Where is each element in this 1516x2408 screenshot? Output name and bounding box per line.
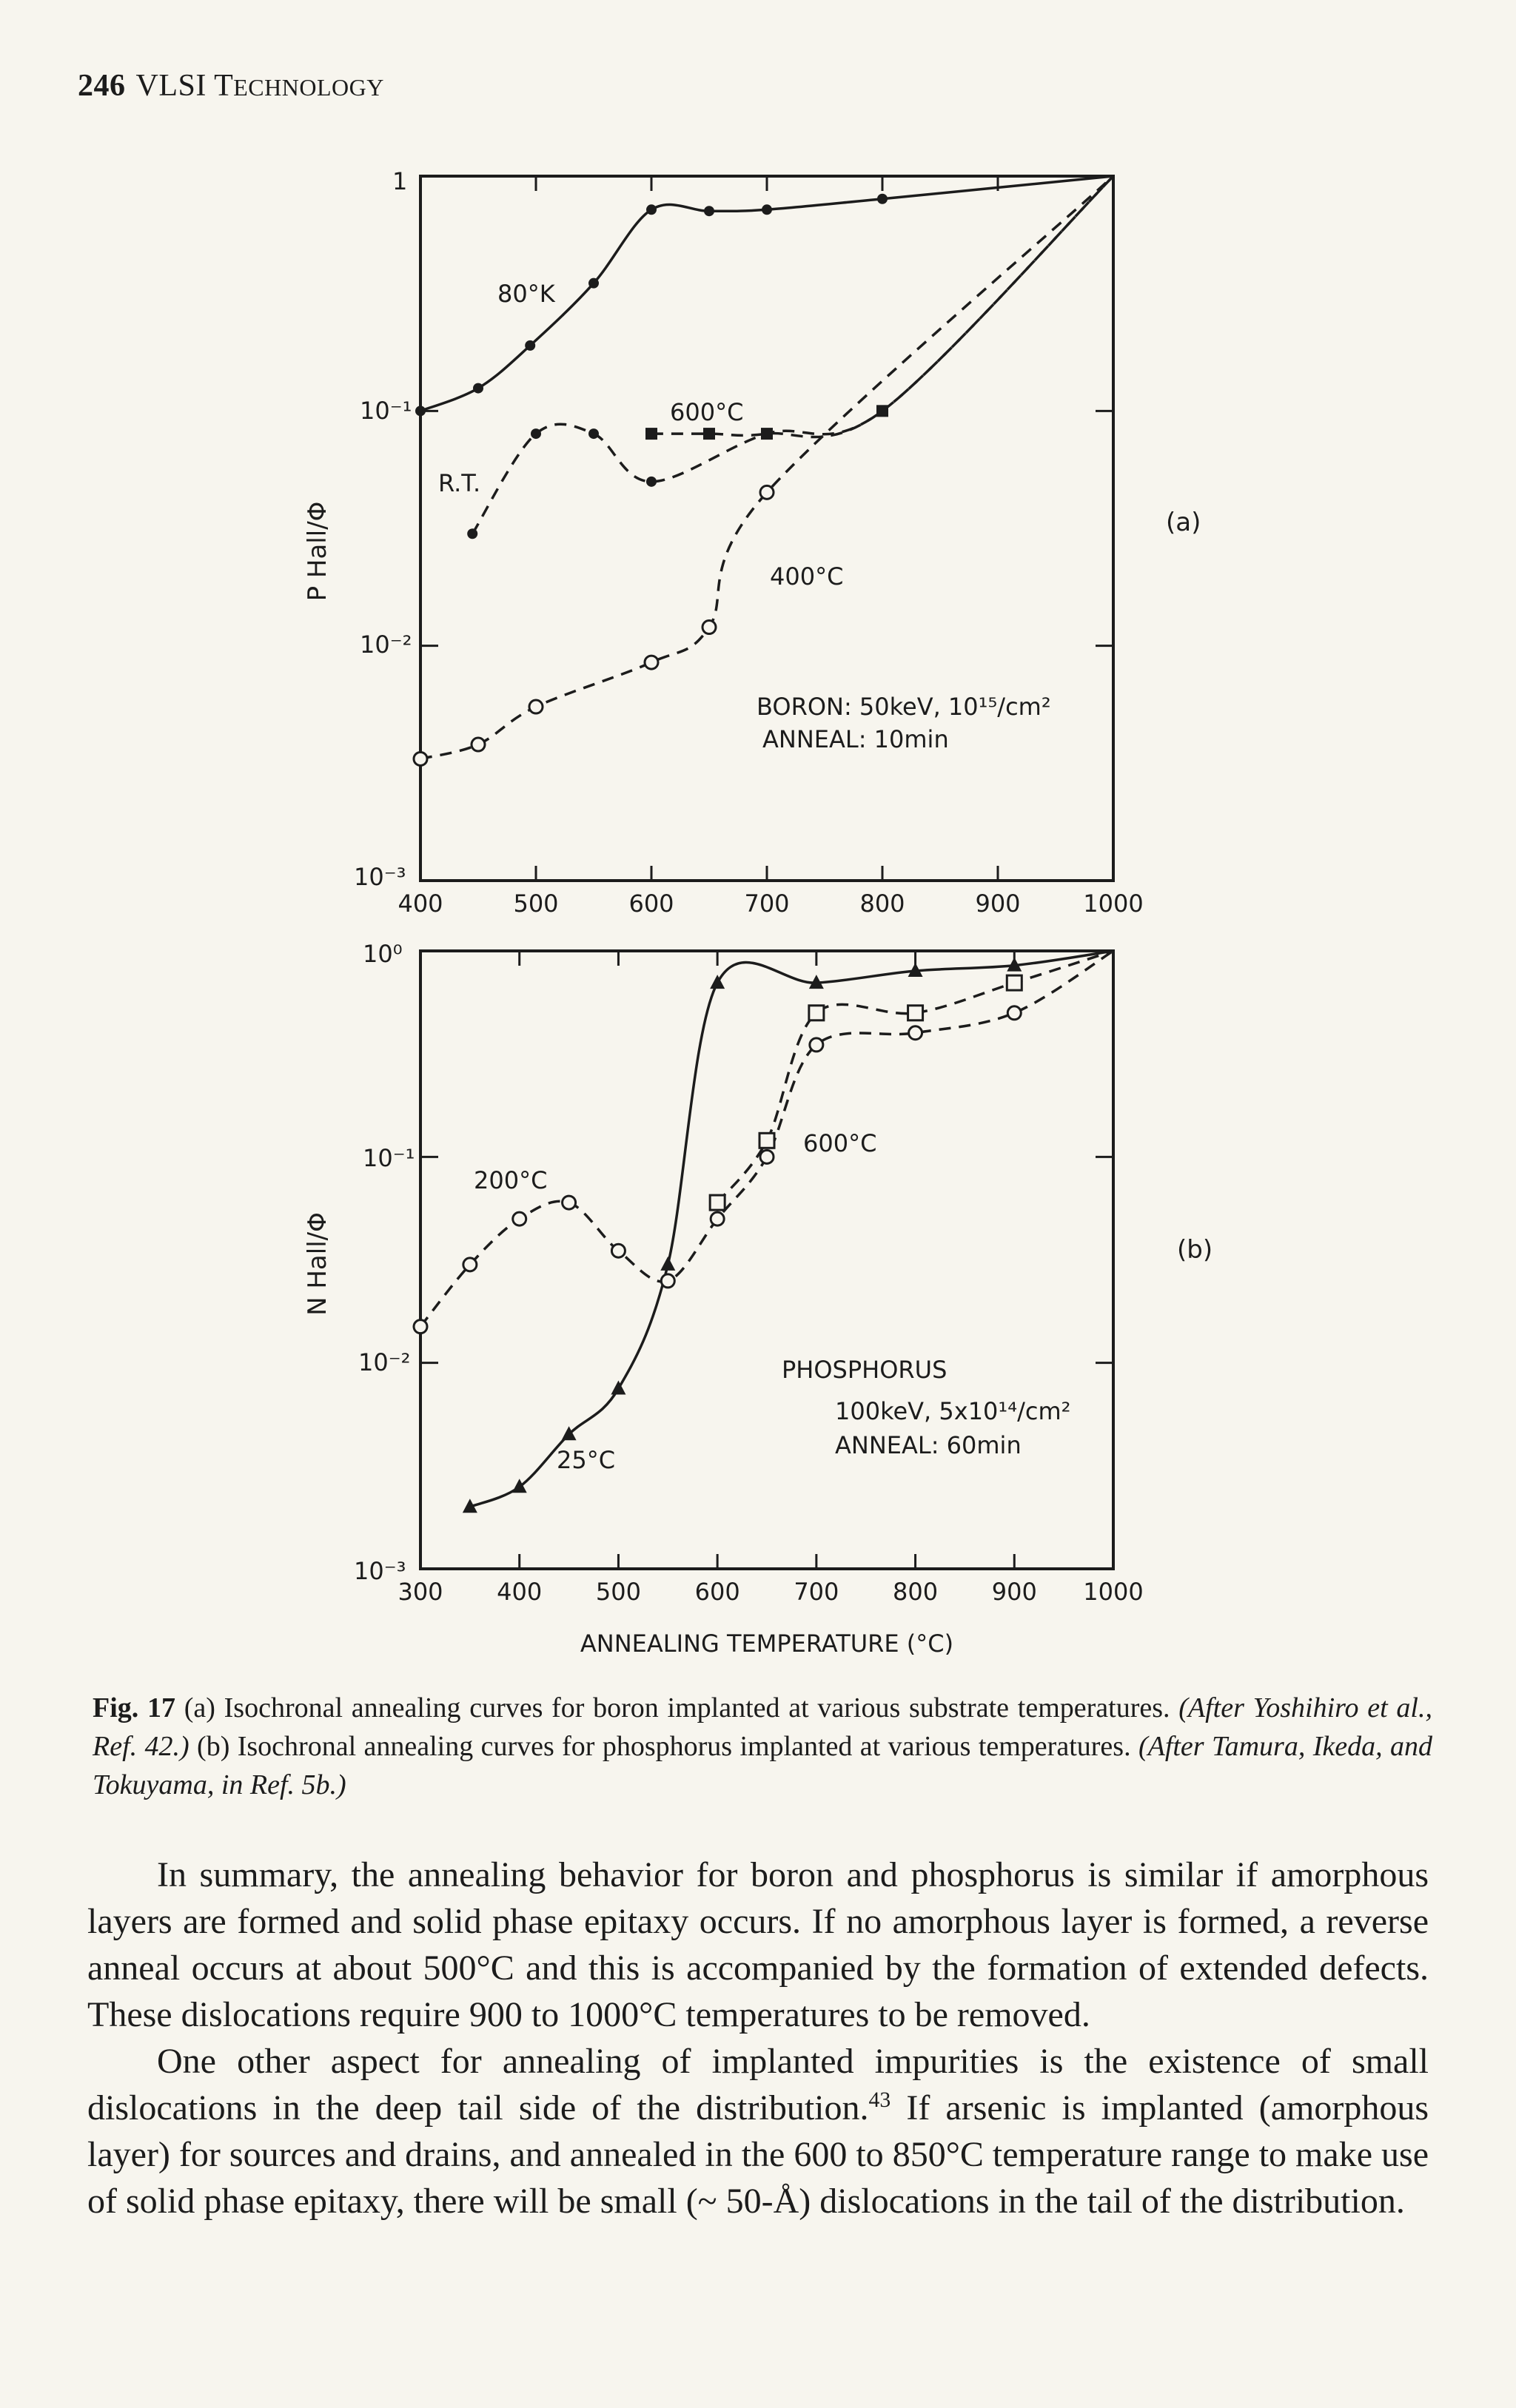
- data-point-b-0-3: [611, 1380, 625, 1394]
- data-point-b-2-3: [908, 1006, 923, 1020]
- caption-label: Fig. 17: [93, 1692, 175, 1723]
- panel-b-x-ticks: [398, 951, 1143, 1606]
- x-tick-label-a-800: 800: [859, 889, 905, 918]
- panel-a-ytick-0.01: 10⁻²: [360, 630, 412, 659]
- x-tick-label-a-700: 700: [744, 889, 790, 918]
- panel-a-ytick-1: 1: [392, 167, 408, 195]
- data-point-b-2-4: [1007, 975, 1022, 990]
- data-point-a-3-0: [414, 752, 427, 765]
- series-line-b-2: [717, 951, 1113, 1203]
- data-point-a-0-5: [704, 206, 714, 216]
- x-tick-label-b-800: 800: [893, 1578, 939, 1606]
- x-tick-label-b-700: 700: [794, 1578, 839, 1606]
- data-point-b-0-1: [512, 1479, 527, 1493]
- panel-b-curves: [414, 951, 1113, 1513]
- data-point-a-0-0: [415, 406, 426, 416]
- x-tick-label-a-400: 400: [398, 889, 443, 918]
- reference-43: 43: [868, 2088, 891, 2112]
- panel-b-legend-line1: PHOSPHORUS: [782, 1356, 948, 1384]
- x-tick-label-b-600: 600: [694, 1578, 740, 1606]
- x-tick-label-b-900: 900: [991, 1578, 1037, 1606]
- panel-a-ytick-0.1: 10⁻¹: [360, 397, 412, 425]
- caption-part-b: (b) Isochronal annealing curves for phosphorus implanted at various temperatures.: [189, 1731, 1138, 1762]
- x-tick-label-b-1000: 1000: [1083, 1578, 1144, 1606]
- data-point-b-1-8: [810, 1038, 823, 1052]
- data-point-a-3-5: [760, 485, 774, 499]
- x-tick-label-b-300: 300: [398, 1578, 443, 1606]
- panel-b-ytick-1: 10⁰: [363, 940, 403, 968]
- panel-b-ytick-0.001: 10⁻³: [354, 1557, 406, 1585]
- data-point-b-0-4: [660, 1257, 675, 1271]
- panel-b-legend-line2: 100keV, 5x10¹⁴/cm²: [835, 1397, 1071, 1425]
- panel-b-legend-line3: ANNEAL: 60min: [835, 1431, 1022, 1459]
- data-point-a-1-0: [467, 528, 477, 539]
- data-point-b-1-2: [513, 1212, 526, 1225]
- data-point-a-0-7: [877, 194, 888, 204]
- panel-b-y-ticks: [420, 951, 1113, 1569]
- data-point-a-2-2: [761, 428, 773, 440]
- data-point-a-3-1: [472, 738, 485, 751]
- data-point-a-1-1: [531, 428, 541, 439]
- x-tick-label-a-600: 600: [628, 889, 674, 918]
- x-tick-label-b-500: 500: [595, 1578, 641, 1606]
- data-point-a-0-3: [588, 278, 599, 289]
- data-point-a-0-6: [762, 204, 772, 215]
- curve-label-200C: 200°C: [474, 1166, 548, 1194]
- data-point-a-0-1: [473, 383, 483, 394]
- x-axis-title: ANNEALING TEMPERATURE (°C): [580, 1630, 954, 1658]
- caption-cite-a: (After Yoshihiro et al., Ref. 42.): [93, 1692, 1432, 1762]
- running-title-lead: VLSI T: [135, 69, 234, 103]
- panel-a-legend-line2: ANNEAL: 10min: [762, 725, 949, 753]
- panel-a-label: (a): [1166, 508, 1201, 537]
- data-point-b-1-9: [909, 1026, 922, 1040]
- data-point-a-1-2: [588, 428, 599, 439]
- data-point-a-2-1: [703, 428, 715, 440]
- data-point-b-2-2: [809, 1006, 824, 1020]
- panel-b-ylabel: N Hall/Φ: [303, 1212, 332, 1316]
- data-point-a-3-2: [529, 700, 543, 713]
- curve-label-RT: R.T.: [438, 469, 481, 497]
- panel-b-ytick-0.1: 10⁻¹: [363, 1144, 415, 1172]
- curve-label-600C-b: 600°C: [803, 1129, 877, 1157]
- x-tick-label-b-400: 400: [497, 1578, 543, 1606]
- panel-a-ylabel: P Hall/Φ: [303, 501, 332, 602]
- data-point-b-1-0: [414, 1320, 427, 1334]
- paragraph-2: [87, 2038, 1429, 2224]
- panel-b-label: (b): [1177, 1235, 1213, 1265]
- data-point-a-2-3: [876, 405, 888, 417]
- data-point-b-2-1: [759, 1133, 774, 1148]
- running-title-rest: ECHNOLOGY: [233, 74, 384, 101]
- data-point-b-1-10: [1007, 1006, 1021, 1020]
- paragraph-2-lead: One other aspect for annealing of implanted impurities is the existence of small dislocations in the deep tail side of the distribution.: [87, 2042, 1429, 2128]
- data-point-a-2-0: [645, 428, 657, 440]
- x-tick-label-a-900: 900: [975, 889, 1021, 918]
- data-point-a-0-4: [646, 204, 657, 215]
- panel-b-frame: [420, 951, 1113, 1569]
- curve-label-80K: 80°K: [497, 280, 555, 308]
- series-line-a-3: [420, 176, 1113, 759]
- data-point-a-0-2: [525, 340, 535, 351]
- series-line-a-1: [472, 176, 1113, 534]
- panel-a-legend-line1: BORON: 50keV, 10¹⁵/cm²: [757, 693, 1051, 721]
- data-point-a-3-4: [702, 621, 716, 634]
- panel-b-ytick-0.01: 10⁻²: [358, 1348, 411, 1376]
- curve-label-400C: 400°C: [770, 562, 844, 591]
- data-point-b-1-1: [463, 1258, 477, 1271]
- curve-label-600C-a: 600°C: [670, 398, 744, 426]
- body-text: [87, 1852, 1429, 2224]
- x-tick-label-a-500: 500: [513, 889, 559, 918]
- data-point-b-1-4: [611, 1244, 625, 1257]
- caption-part-a: (a) Isochronal annealing curves for boron implanted at various substrate temperatures.: [175, 1692, 1179, 1723]
- data-point-b-1-5: [661, 1274, 674, 1288]
- paragraph-2-rest: If arsenic is implanted (amorphous layer) for sources and drains, and annealed in the 600 to 850°C temperature range to make use of solid phase epitaxy, there will be small (~ 50-Å) dislocations in the tail of the distribution.: [87, 2088, 1429, 2221]
- data-point-a-1-3: [646, 477, 657, 487]
- x-tick-label-a-1000: 1000: [1083, 889, 1144, 918]
- data-point-b-1-7: [760, 1150, 774, 1163]
- data-point-b-2-0: [710, 1195, 725, 1210]
- data-point-b-1-6: [711, 1212, 724, 1225]
- page-number: 246: [78, 69, 126, 103]
- caption-cite-b: (After Tamura, Ikeda, and Tokuyama, in Ref. 5b.): [93, 1731, 1432, 1800]
- data-point-a-3-3: [645, 656, 658, 669]
- panel-a-curves: [414, 176, 1113, 765]
- curve-label-25C: 25°C: [557, 1446, 616, 1474]
- figure-caption: [93, 1689, 1432, 1804]
- data-point-b-1-3: [563, 1196, 576, 1209]
- panel-a-ytick-0.001: 10⁻³: [354, 863, 406, 891]
- paragraph-1: In summary, the annealing behavior for boron and phosphorus is similar if amorphous layers are formed and solid phase epitaxy occurs. If no amorphous layer is formed, a reverse anneal occurs at about 500°C and this is accompanied by the formation of extended defects. These dislocations require 900 to 1000°C temperatures to be removed.: [87, 1855, 1429, 2034]
